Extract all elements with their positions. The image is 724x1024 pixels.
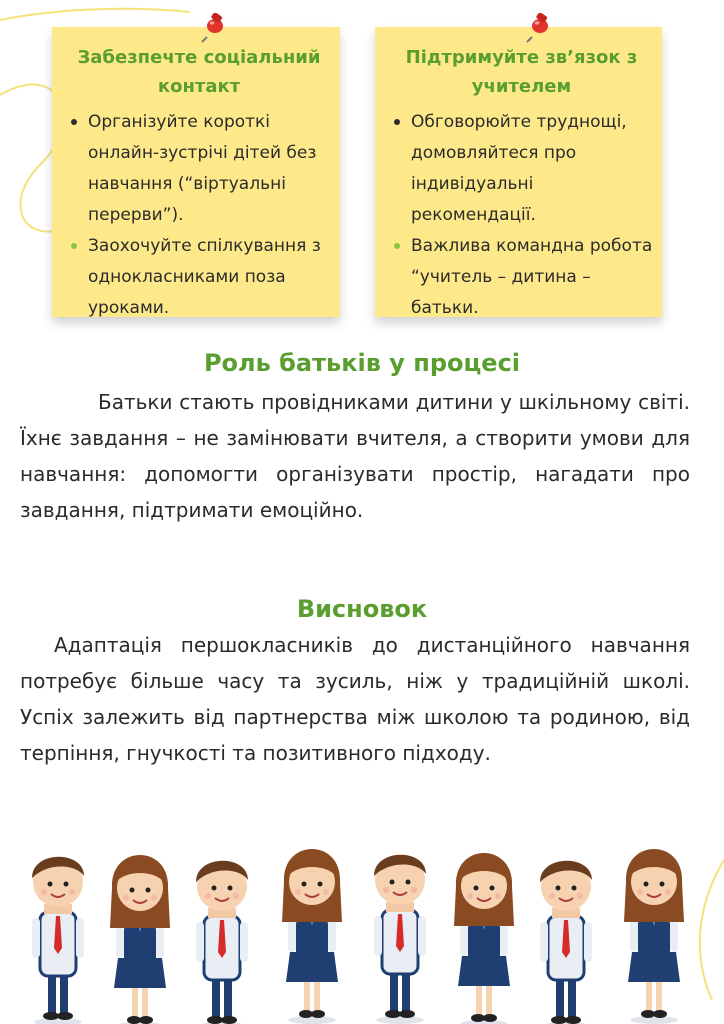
list-item: Організуйте короткі онлайн-зустрічі дітей без навчання (“віртуальні перерви”). xyxy=(66,107,332,231)
paragraph-parents: Батьки стають провідниками дитини у шкільному світі. Їхнє завдання – не замінювати вчителя, а створити умови для навчання: допомогти організувати простір, нагадати про завдання, підтримати емоційно. xyxy=(20,390,690,522)
section-heading-conclusion: Висновок xyxy=(296,595,428,623)
list-item: Обговорюйте труднощі, домовляйтеся про індивідуальні рекомендації. xyxy=(389,107,654,231)
schoolchildren-illustration xyxy=(0,840,724,1024)
child-boy xyxy=(196,861,248,1024)
note-list xyxy=(66,107,332,324)
child-boy xyxy=(540,861,592,1024)
list-item: Заохочуйте спілкування з однокласниками поза уроками. xyxy=(66,231,332,324)
child-girl xyxy=(624,849,684,1024)
note-title: Забезпечте соціальний контакт xyxy=(77,47,321,97)
child-boy xyxy=(374,855,426,1024)
note-title: Підтримуйте зв’язок з учителем xyxy=(405,47,638,97)
pushpin-icon xyxy=(525,13,551,43)
child-girl xyxy=(454,853,514,1024)
sticky-note-social-contact xyxy=(52,27,340,317)
paragraph-conclusion: Адаптація першокласників до дистанційного навчання потребує більше часу та зусиль, ніж у традиційній школі. Успіх залежить від партнерства між школою та родиною, від терпіння, гнучкості та позитивного підходу. xyxy=(20,633,690,765)
list-item: Важлива командна робота “учитель – дитина – батьки. xyxy=(389,231,654,324)
section-heading-parents: Роль батьків у процесі xyxy=(203,349,521,377)
child-boy xyxy=(32,857,84,1024)
child-girl xyxy=(110,855,170,1024)
child-girl xyxy=(282,849,342,1024)
pushpin-icon xyxy=(200,13,226,43)
sticky-note-teacher-contact xyxy=(375,27,662,317)
note-list xyxy=(389,107,654,324)
